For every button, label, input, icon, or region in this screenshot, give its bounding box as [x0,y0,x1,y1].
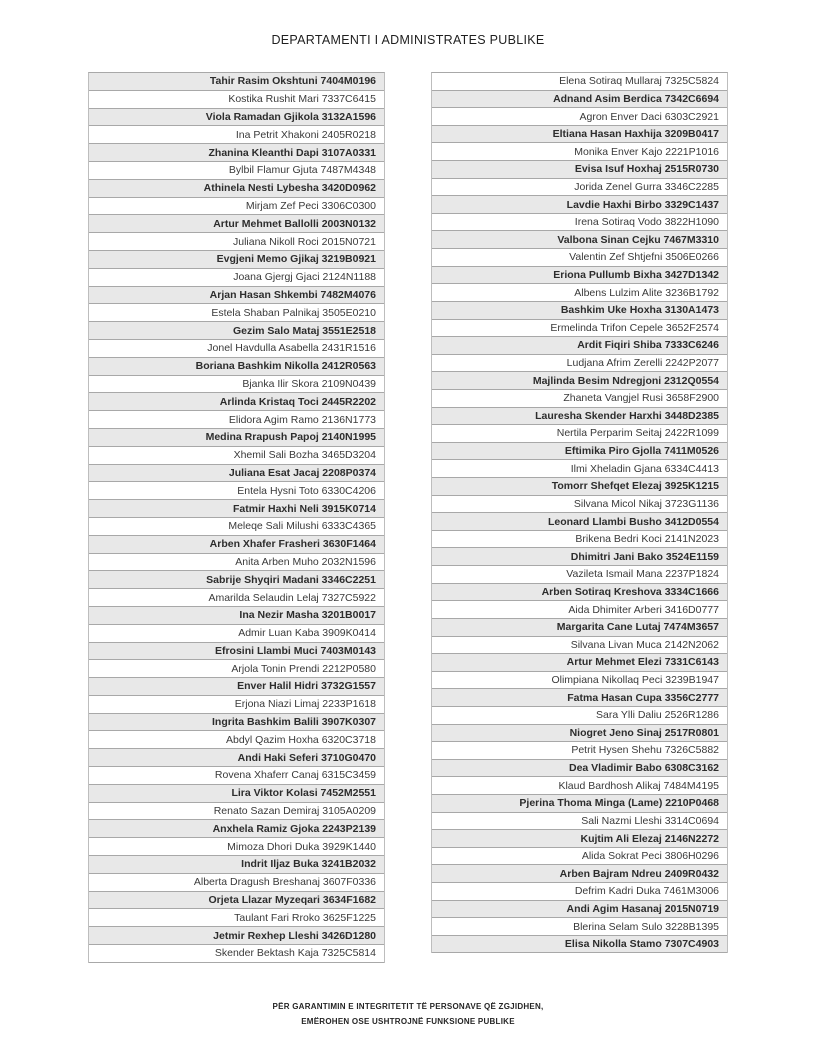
table-row: Vazileta Ismail Mana 2237P1824 [432,566,727,584]
table-row: Aida Dhimiter Arberi 3416D0777 [432,601,727,619]
table-row: Arjola Tonin Prendi 2212P0580 [89,660,384,678]
page-title: DEPARTAMENTI I ADMINISTRATES PUBLIKE [271,33,545,47]
table-row: Gezim Salo Mataj 3551E2518 [89,322,384,340]
table-row: Lavdie Haxhi Birbo 3329C1437 [432,196,727,214]
table-row: Niogret Jeno Sinaj 2517R0801 [432,725,727,743]
table-row: Eriona Pullumb Bixha 3427D1342 [432,267,727,285]
table-row: Alida Sokrat Peci 3806H0296 [432,848,727,866]
table-row: Alberta Dragush Breshanaj 3607F0336 [89,874,384,892]
table-row: Arlinda Kristaq Toci 2445R2202 [89,393,384,411]
table-row: Xhemil Sali Bozha 3465D3204 [89,447,384,465]
table-row: Ardit Fiqiri Shiba 7333C6246 [432,337,727,355]
table-row: Viola Ramadan Gjikola 3132A1596 [89,109,384,127]
table-row: Zhaneta Vangjel Rusi 3658F2900 [432,390,727,408]
table-row: Agron Enver Daci 6303C2921 [432,108,727,126]
table-row: Arben Xhafer Frasheri 3630F1464 [89,536,384,554]
table-row: Ermelinda Trifon Cepele 3652F2574 [432,320,727,338]
table-row: Elidora Agim Ramo 2136N1773 [89,411,384,429]
table-row: Olimpiana Nikollaq Peci 3239B1947 [432,672,727,690]
table-row: Boriana Bashkim Nikolla 2412R0563 [89,358,384,376]
table-row: Renato Sazan Demiraj 3105A0209 [89,803,384,821]
table-row: Jonel Havdulla Asabella 2431R1516 [89,340,384,358]
table-row: Arben Sotiraq Kreshova 3334C1666 [432,584,727,602]
table-row: Bylbil Flamur Gjuta 7487M4348 [89,162,384,180]
table-row: Fatma Hasan Cupa 3356C2777 [432,689,727,707]
table-row: Erjona Niazi Limaj 2233P1618 [89,696,384,714]
table-row: Enver Halil Hidri 3732G1557 [89,678,384,696]
name-column-left [88,72,385,963]
table-row: Petrit Hysen Shehu 7326C5882 [432,742,727,760]
table-row: Sara Ylli Daliu 2526R1286 [432,707,727,725]
table-row: Evisa Isuf Hoxhaj 2515R0730 [432,161,727,179]
table-row: Andi Agim Hasanaj 2015N0719 [432,901,727,919]
table-row: Jorida Zenel Gurra 3346C2285 [432,179,727,197]
table-row: Klaud Bardhosh Alikaj 7484M4195 [432,777,727,795]
table-row: Blerina Selam Sulo 3228B1395 [432,918,727,936]
table-row: Efrosini Llambi Muci 7403M0143 [89,643,384,661]
table-row: Fatmir Haxhi Neli 3915K0714 [89,500,384,518]
table-row: Sali Nazmi Lleshi 3314C0694 [432,813,727,831]
table-row: Eftimika Piro Gjolla 7411M0526 [432,443,727,461]
table-row: Margarita Cane Lutaj 7474M3657 [432,619,727,637]
table-row: Nertila Perparim Seitaj 2422R1099 [432,425,727,443]
table-row: Monika Enver Kajo 2221P1016 [432,143,727,161]
table-row: Dhimitri Jani Bako 3524E1159 [432,548,727,566]
name-list [88,72,728,963]
table-row: Joana Gjergj Gjaci 2124N1188 [89,269,384,287]
table-row: Zhanina Kleanthi Dapi 3107A0331 [89,144,384,162]
table-row: Lira Viktor Kolasi 7452M2551 [89,785,384,803]
table-row: Entela Hysni Toto 6330C4206 [89,482,384,500]
table-row: Juliana Nikoll Roci 2015N0721 [89,233,384,251]
table-row: Dea Vladimir Babo 6308C3162 [432,760,727,778]
table-row: Ina Petrit Xhakoni 2405R0218 [89,126,384,144]
table-row: Ingrita Bashkim Balili 3907K0307 [89,714,384,732]
table-row: Artur Mehmet Ballolli 2003N0132 [89,215,384,233]
table-row: Abdyl Qazim Hoxha 6320C3718 [89,731,384,749]
table-row: Indrit Iljaz Buka 3241B2032 [89,856,384,874]
table-row: Pjerina Thoma Minga (Lame) 2210P0468 [432,795,727,813]
table-row: Bjanka Ilir Skora 2109N0439 [89,376,384,394]
table-row: Orjeta Llazar Myzeqari 3634F1682 [89,892,384,910]
table-row: Majlinda Besim Ndregjoni 2312Q0554 [432,372,727,390]
table-row: Elisa Nikolla Stamo 7307C4903 [432,936,727,954]
table-row: Bashkim Uke Hoxha 3130A1473 [432,302,727,320]
table-row: Arben Bajram Ndreu 2409R0432 [432,865,727,883]
table-row: Andi Haki Seferi 3710G0470 [89,749,384,767]
table-row: Eltiana Hasan Haxhija 3209B0417 [432,126,727,144]
table-row: Rovena Xhaferr Canaj 6315C3459 [89,767,384,785]
table-row: Valbona Sinan Cejku 7467M3310 [432,231,727,249]
table-row: Tomorr Shefqet Elezaj 3925K1215 [432,478,727,496]
table-row: Defrim Kadri Duka 7461M3006 [432,883,727,901]
table-row: Juliana Esat Jacaj 2208P0374 [89,465,384,483]
table-row: Ilmi Xheladin Gjana 6334C4413 [432,460,727,478]
footer-line-2: EMËROHEN OSE USHTROJNË FUNKSIONE PUBLIKE [301,1017,515,1026]
table-row: Artur Mehmet Elezi 7331C6143 [432,654,727,672]
table-row: Athinela Nesti Lybesha 3420D0962 [89,180,384,198]
table-row: Mimoza Dhori Duka 3929K1440 [89,838,384,856]
table-row: Ludjana Afrim Zerelli 2242P2077 [432,355,727,373]
table-row: Kostika Rushit Mari 7337C6415 [89,91,384,109]
table-row: Albens Lulzim Alite 3236B1792 [432,284,727,302]
table-row: Elena Sotiraq Mullaraj 7325C5824 [432,73,727,91]
footer-note [0,999,816,1029]
table-row: Irena Sotiraq Vodo 3822H1090 [432,214,727,232]
table-row: Amarilda Selaudin Lelaj 7327C5922 [89,589,384,607]
table-row: Jetmir Rexhep Lleshi 3426D1280 [89,927,384,945]
table-row: Admir Luan Kaba 3909K0414 [89,625,384,643]
table-row: Tahir Rasim Okshtuni 7404M0196 [89,73,384,91]
name-column-right [431,72,728,953]
table-row: Ina Nezir Masha 3201B0017 [89,607,384,625]
table-row: Kujtim Ali Elezaj 2146N2272 [432,830,727,848]
table-row: Sabrije Shyqiri Madani 3346C2251 [89,571,384,589]
table-row: Anita Arben Muho 2032N1596 [89,554,384,572]
table-row: Adnand Asim Berdica 7342C6694 [432,91,727,109]
table-row: Silvana Micol Nikaj 3723G1136 [432,496,727,514]
table-row: Taulant Fari Rroko 3625F1225 [89,909,384,927]
table-row: Anxhela Ramiz Gjoka 2243P2139 [89,820,384,838]
footer-line-1: PËR GARANTIMIN E INTEGRITETIT TË PERSONAVE QË ZGJIDHEN, [272,1002,544,1011]
table-row: Lauresha Skender Harxhi 3448D2385 [432,408,727,426]
table-row: Mirjam Zef Peci 3306C0300 [89,198,384,216]
table-row: Skender Bektash Kaja 7325C5814 [89,945,384,963]
table-row: Evgjeni Memo Gjikaj 3219B0921 [89,251,384,269]
table-row: Leonard Llambi Busho 3412D0554 [432,513,727,531]
table-row: Arjan Hasan Shkembi 7482M4076 [89,287,384,305]
table-row: Meleqe Sali Milushi 6333C4365 [89,518,384,536]
table-row: Medina Rrapush Papoj 2140N1995 [89,429,384,447]
table-row: Silvana Livan Muca 2142N2062 [432,637,727,655]
table-row: Brikena Bedri Koci 2141N2023 [432,531,727,549]
table-row: Valentin Zef Shtjefni 3506E0266 [432,249,727,267]
table-row: Estela Shaban Palnikaj 3505E0210 [89,304,384,322]
